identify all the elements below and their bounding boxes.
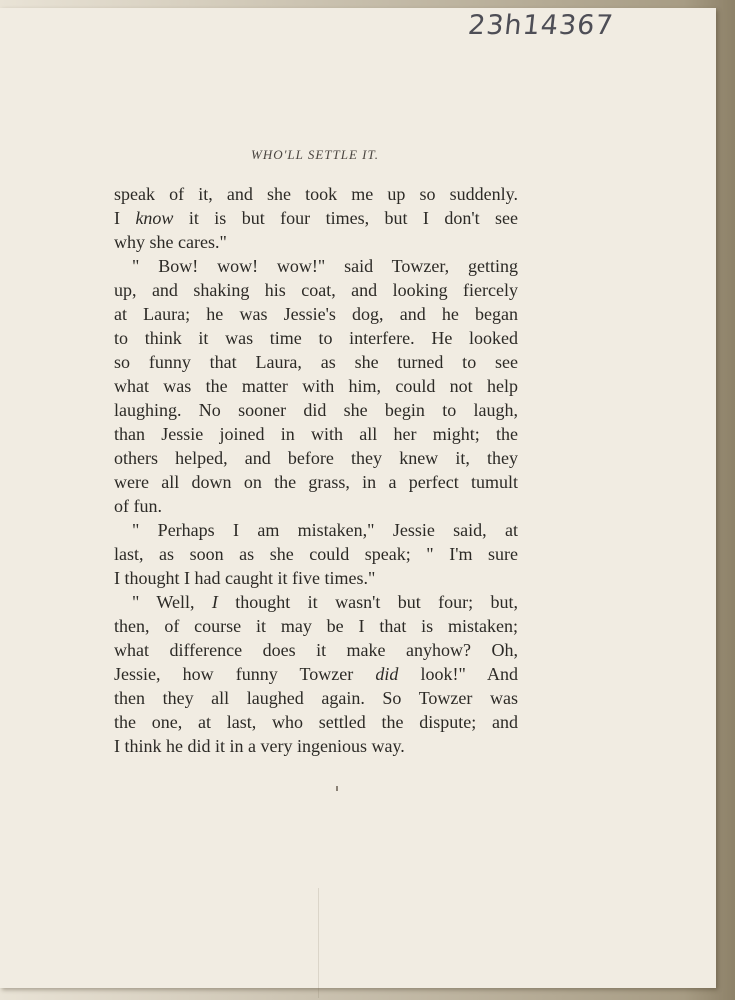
text-line [114, 662, 518, 686]
italic-emphasis: I [211, 592, 218, 612]
text-line: up, and shaking his coat, and looking fiercely [114, 280, 518, 300]
italic-emphasis: did [375, 664, 399, 684]
text-line [114, 590, 518, 614]
text-segment: I [114, 208, 136, 228]
text-line: at Laura; he was Jessie's dog, and he began [114, 304, 518, 324]
text-line: of fun. [114, 496, 162, 516]
text-segment: look!" And [398, 664, 518, 684]
text-line: to think it was time to interfere. He looked [114, 328, 518, 348]
text-line: so funny that Laura, as she turned to see [114, 352, 518, 372]
text-line: last, as soon as she could speak; " I'm sure [114, 544, 518, 564]
text-line: why she cares." [114, 232, 227, 252]
text-line: I think he did it in a very ingenious way. [114, 736, 405, 756]
text-line: speak of it, and she took me up so suddenly. [114, 184, 518, 204]
italic-emphasis: know [135, 208, 174, 228]
page-crease [318, 888, 319, 998]
text-line: then, of course it may be I that is mistaken; [114, 616, 518, 636]
body-text [114, 182, 518, 772]
text-line: what was the matter with him, could not help [114, 376, 518, 396]
text-line: " Perhaps I am mistaken," Jessie said, at [132, 520, 518, 540]
text-line: laughing. No sooner did she begin to laugh, [114, 400, 518, 420]
text-line: than Jessie joined in with all her might; the [114, 424, 518, 444]
text-line: what difference does it make anyhow? Oh, [114, 640, 518, 660]
text-segment: thought it wasn't but four; but, [217, 592, 519, 612]
running-head: WHO'LL SETTLE IT. [250, 147, 380, 162]
text-line: others helped, and before they knew it, they [114, 448, 518, 468]
text-line: I thought I had caught it five times." [114, 568, 376, 588]
text-line: were all down on the grass, in a perfect tumult [114, 472, 518, 492]
text-segment: " Well, [132, 592, 212, 612]
text-line: " Bow! wow! wow!" said Towzer, getting [132, 256, 518, 276]
text-segment: Jessie, how funny Towzer [114, 664, 376, 684]
text-line: then they all laughed again. So Towzer was [114, 688, 518, 708]
text-segment: it is but four times, but I don't see [173, 208, 519, 228]
page-mark [336, 786, 338, 791]
text-line: the one, at last, who settled the dispute; and [114, 712, 518, 732]
text-line [114, 206, 518, 230]
handwritten-catalog-number: 23h14367 [466, 10, 616, 41]
